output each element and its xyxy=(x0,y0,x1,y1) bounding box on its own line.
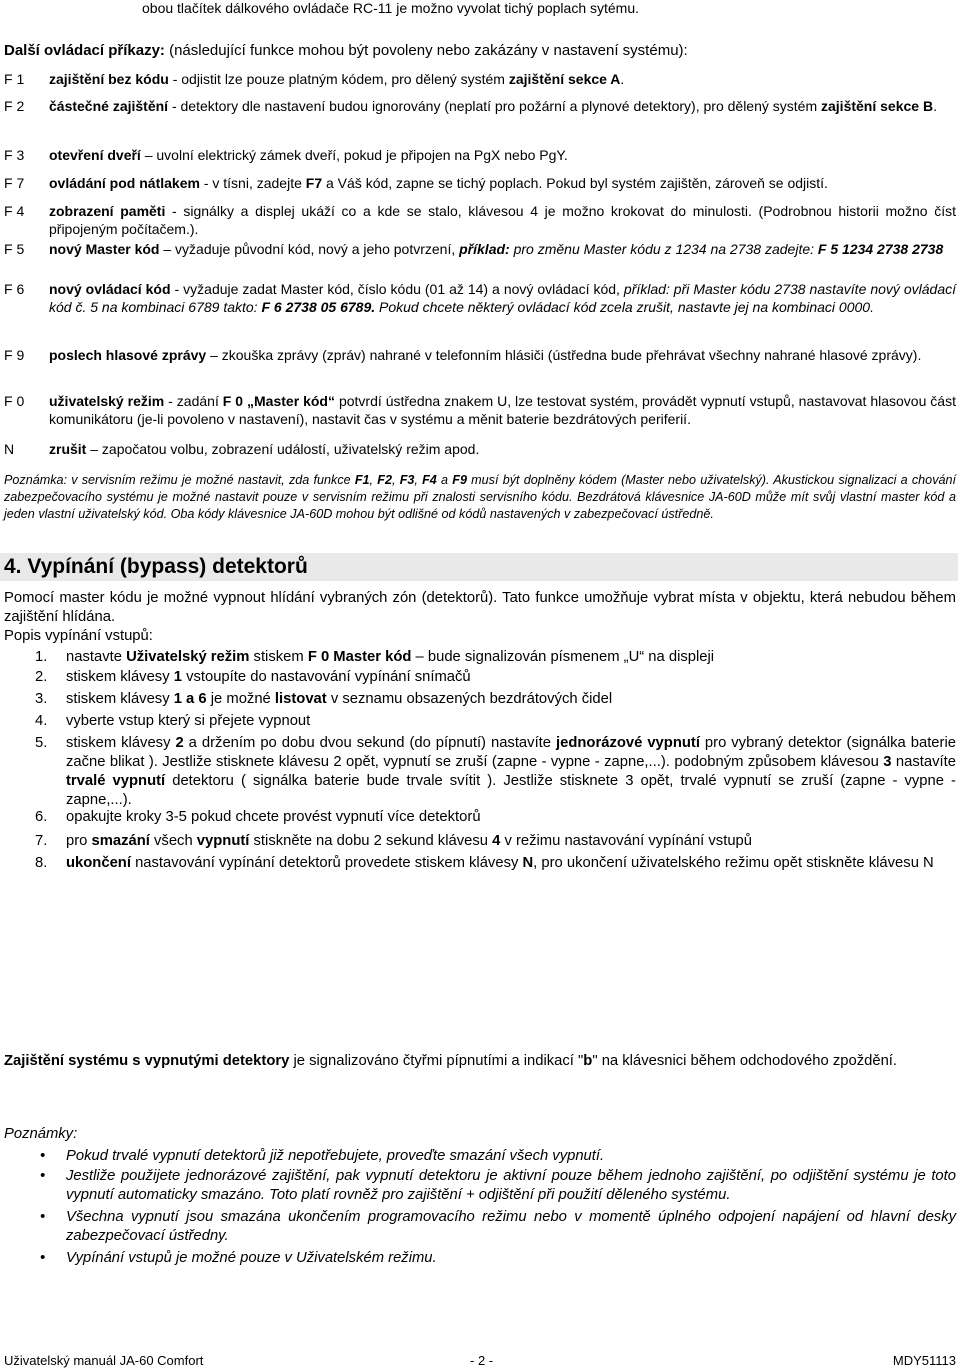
function-description: zajištění bez kódu - odjistit lze pouze platným kódem, pro dělený systém zajištění sekce A. xyxy=(49,71,625,87)
note-bullet-text: Všechna vypnutí jsou smazána ukončením programovacího režimu nebo v momentě úplného odpojení napájení od hlavní desky zabezpečovací ústředny. xyxy=(66,1209,956,1244)
footer-manual-title: Uživatelský manuál JA-60 Comfort xyxy=(4,1353,204,1368)
bullet-icon: • xyxy=(40,1168,46,1184)
note-bullet-text: Vypínání vstupů je možné pouze v Uživatelském režimu. xyxy=(66,1250,437,1266)
note-bullet-text: Jestliže použijete jednorázové zajištění, pak vypnutí detektoru je aktivní pouze během jednoho zajištění, po odjištění systému je toto vypnutí automaticky smazáno. Toto platí rovněž pro zajištění + odjištění při použití děleného systému. xyxy=(66,1168,956,1203)
function-key: F 5 xyxy=(4,241,25,257)
note-paragraph: Poznámka: v servisním režimu je možné nastavit, zda funkce F1, F2, F3, F4 a F9 musí být doplněny kódem (Master nebo uživatelský). Akustickou signalizaci a chování zabezpečovacího systému je možné nastavit pouze v servisním režimu při znalosti servisního kódu. Bezdrátová klávesnice JA-60D může mít svůj vlastní master kód a jeden vlastní uživatelský kód. Oba kódy klávesnice JA-60D mohou být odlišné od kódů nastavených v zabezpečovací ústředně. xyxy=(4,473,956,521)
step-text: vyberte vstup který si přejete vypnout xyxy=(66,713,311,729)
function-key: F 4 xyxy=(4,203,25,219)
function-key: F 1 xyxy=(4,71,25,87)
step-number: 1. xyxy=(35,649,48,665)
function-key: F 9 xyxy=(4,347,25,363)
commands-heading-bold: Další ovládací příkazy: xyxy=(4,42,165,59)
step-text: pro smazání všech vypnutí stiskněte na dobu 2 sekund klávesu 4 v režimu nastavování vypínání vstupů xyxy=(66,833,753,849)
function-description: částečné zajištění - detektory dle nastavení budou ignorovány (neplatí pro požární a plynové detektory), pro dělený systém zajištění sekce B. xyxy=(49,98,937,114)
footer-doc-code: MDY51113 xyxy=(892,1353,956,1368)
function-description: zrušit – započatou volbu, zobrazení událostí, uživatelský režim apod. xyxy=(49,441,480,457)
function-description: nový ovládací kód - vyžaduje zadat Master kód, číslo kódu (01 až 14) a nový ovládací kód, příklad: při Master kódu 2738 nastavíte nový ovládací kód č. 5 na kombinaci 6789 takto: F 6 2738 05 6789. Pokud chcete některý ovládací kód zcela zrušit, nastavte jej na kombinaci 0000. xyxy=(49,281,957,315)
step-number: 3. xyxy=(35,691,48,707)
bullet-icon: • xyxy=(40,1148,46,1164)
step-number: 2. xyxy=(35,669,48,685)
top-line-text: obou tlačítek dálkového ovládače RC-11 je možno vyvolat tichý poplach sytému. xyxy=(142,0,640,16)
function-key: F 7 xyxy=(4,175,25,191)
function-description: uživatelský režim - zadání F 0 „Master kód“ potvrdí ústředna znakem U, lze testovat systém, provádět vypnutí vstupů, nastavovat hlasovou část komunikátoru (je-li povoleno v nastavení), nastavit čas v systému a měnit baterie bezdrátových periferií. xyxy=(49,393,956,427)
step-number: 8. xyxy=(35,855,48,871)
note-bullet-text: Pokud trvalé vypnutí detektorů již nepotřebujete, proveďte smazání všech vypnutí. xyxy=(66,1148,605,1164)
function-key: F 0 xyxy=(4,393,25,409)
step-text: stiskem klávesy 1 vstoupíte do nastavování vypínání snímačů xyxy=(66,669,471,685)
function-key: F 3 xyxy=(4,147,25,163)
step-number: 6. xyxy=(35,809,48,825)
summary-paragraph: Zajištění systému s vypnutými detektory je signalizováno čtyřmi pípnutími a indikací "b" na klávesnici během odchodového zpoždění. xyxy=(4,1053,898,1069)
step-number: 7. xyxy=(35,833,48,849)
step-number: 5. xyxy=(35,735,48,751)
section-title: 4. Vypínání (bypass) detektorů xyxy=(4,555,308,578)
function-description: ovládání pod nátlakem - v tísni, zadejte F7 a Váš kód, zapne se tichý poplach. Pokud byl systém zajištěn, zároveň se odjistí. xyxy=(49,175,828,191)
commands-heading-rest: (následující funkce mohou být povoleny nebo zakázány v nastavení systému): xyxy=(164,42,688,59)
section-intro: Pomocí master kódu je možné vypnout hlídání vybraných zón (detektorů). Tato funkce umožňuje vybrat místa v objektu, která nebudou během zajištění hlídána. xyxy=(4,590,956,625)
steps-title: Popis vypínání vstupů: xyxy=(4,628,153,644)
function-key: F 2 xyxy=(4,98,25,114)
function-description: zobrazení paměti - signálky a displej ukáží co a kde se stalo, klávesou 4 je možno krokovat do minulosti. (Podrobnou historii možno číst připojeným počítačem.). xyxy=(49,203,956,237)
function-key: N xyxy=(4,441,15,457)
step-text: stiskem klávesy 2 a držením po dobu dvou sekund (do pípnutí) nastavíte jednorázové vypnutí pro vybraný detektor (signálka baterie začne blikat ). Jestliže stisknete klávesu 2 opět, vypnutí se zruší (zapne - vypne - zapne,...). podobným způsobem klávesou 3 nastavíte trvalé vypnutí detektoru ( signálka baterie bude trvale svítit ). Jestliže stisknete 3 opět, trvalé vypnutí se zruší (zapne - vypne - zapne,...). xyxy=(66,735,956,808)
step-text: nastavte Uživatelský režim stiskem F 0 Master kód – bude signalizován písmenem „U“ na displeji xyxy=(66,649,715,665)
function-description: nový Master kód – vyžaduje původní kód, nový a jeho potvrzení, příklad: pro změnu Master kódu z 1234 na 2738 zadejte: F 5 1234 2738 2738 xyxy=(49,241,944,257)
notes-title: Poznámky: xyxy=(4,1126,78,1142)
step-text: stiskem klávesy 1 a 6 je možné listovat v seznamu obsazených bezdrátových čidel xyxy=(66,691,613,707)
footer-page-number: - 2 - xyxy=(470,1353,494,1368)
function-description: poslech hlasové zprávy – zkouška zprávy (zpráv) nahrané v telefonním hlásiči (ústředna bude přehrávat všechny nahrané hlasové zprávy). xyxy=(49,347,922,363)
bullet-icon: • xyxy=(40,1209,46,1225)
section-header xyxy=(0,553,958,581)
step-number: 4. xyxy=(35,713,48,729)
step-text: ukončení nastavování vypínání detektorů provedete stiskem klávesy N, pro ukončení uživatelského režimu opět stiskněte klávesu N xyxy=(66,855,934,871)
step-text: opakujte kroky 3-5 pokud chcete provést vypnutí více detektorů xyxy=(66,809,481,825)
commands-heading xyxy=(4,42,688,59)
function-description: otevření dveří – uvolní elektrický zámek dveří, pokud je připojen na PgX nebo PgY. xyxy=(49,147,568,163)
function-key: F 6 xyxy=(4,281,25,297)
bullet-icon: • xyxy=(40,1250,46,1266)
